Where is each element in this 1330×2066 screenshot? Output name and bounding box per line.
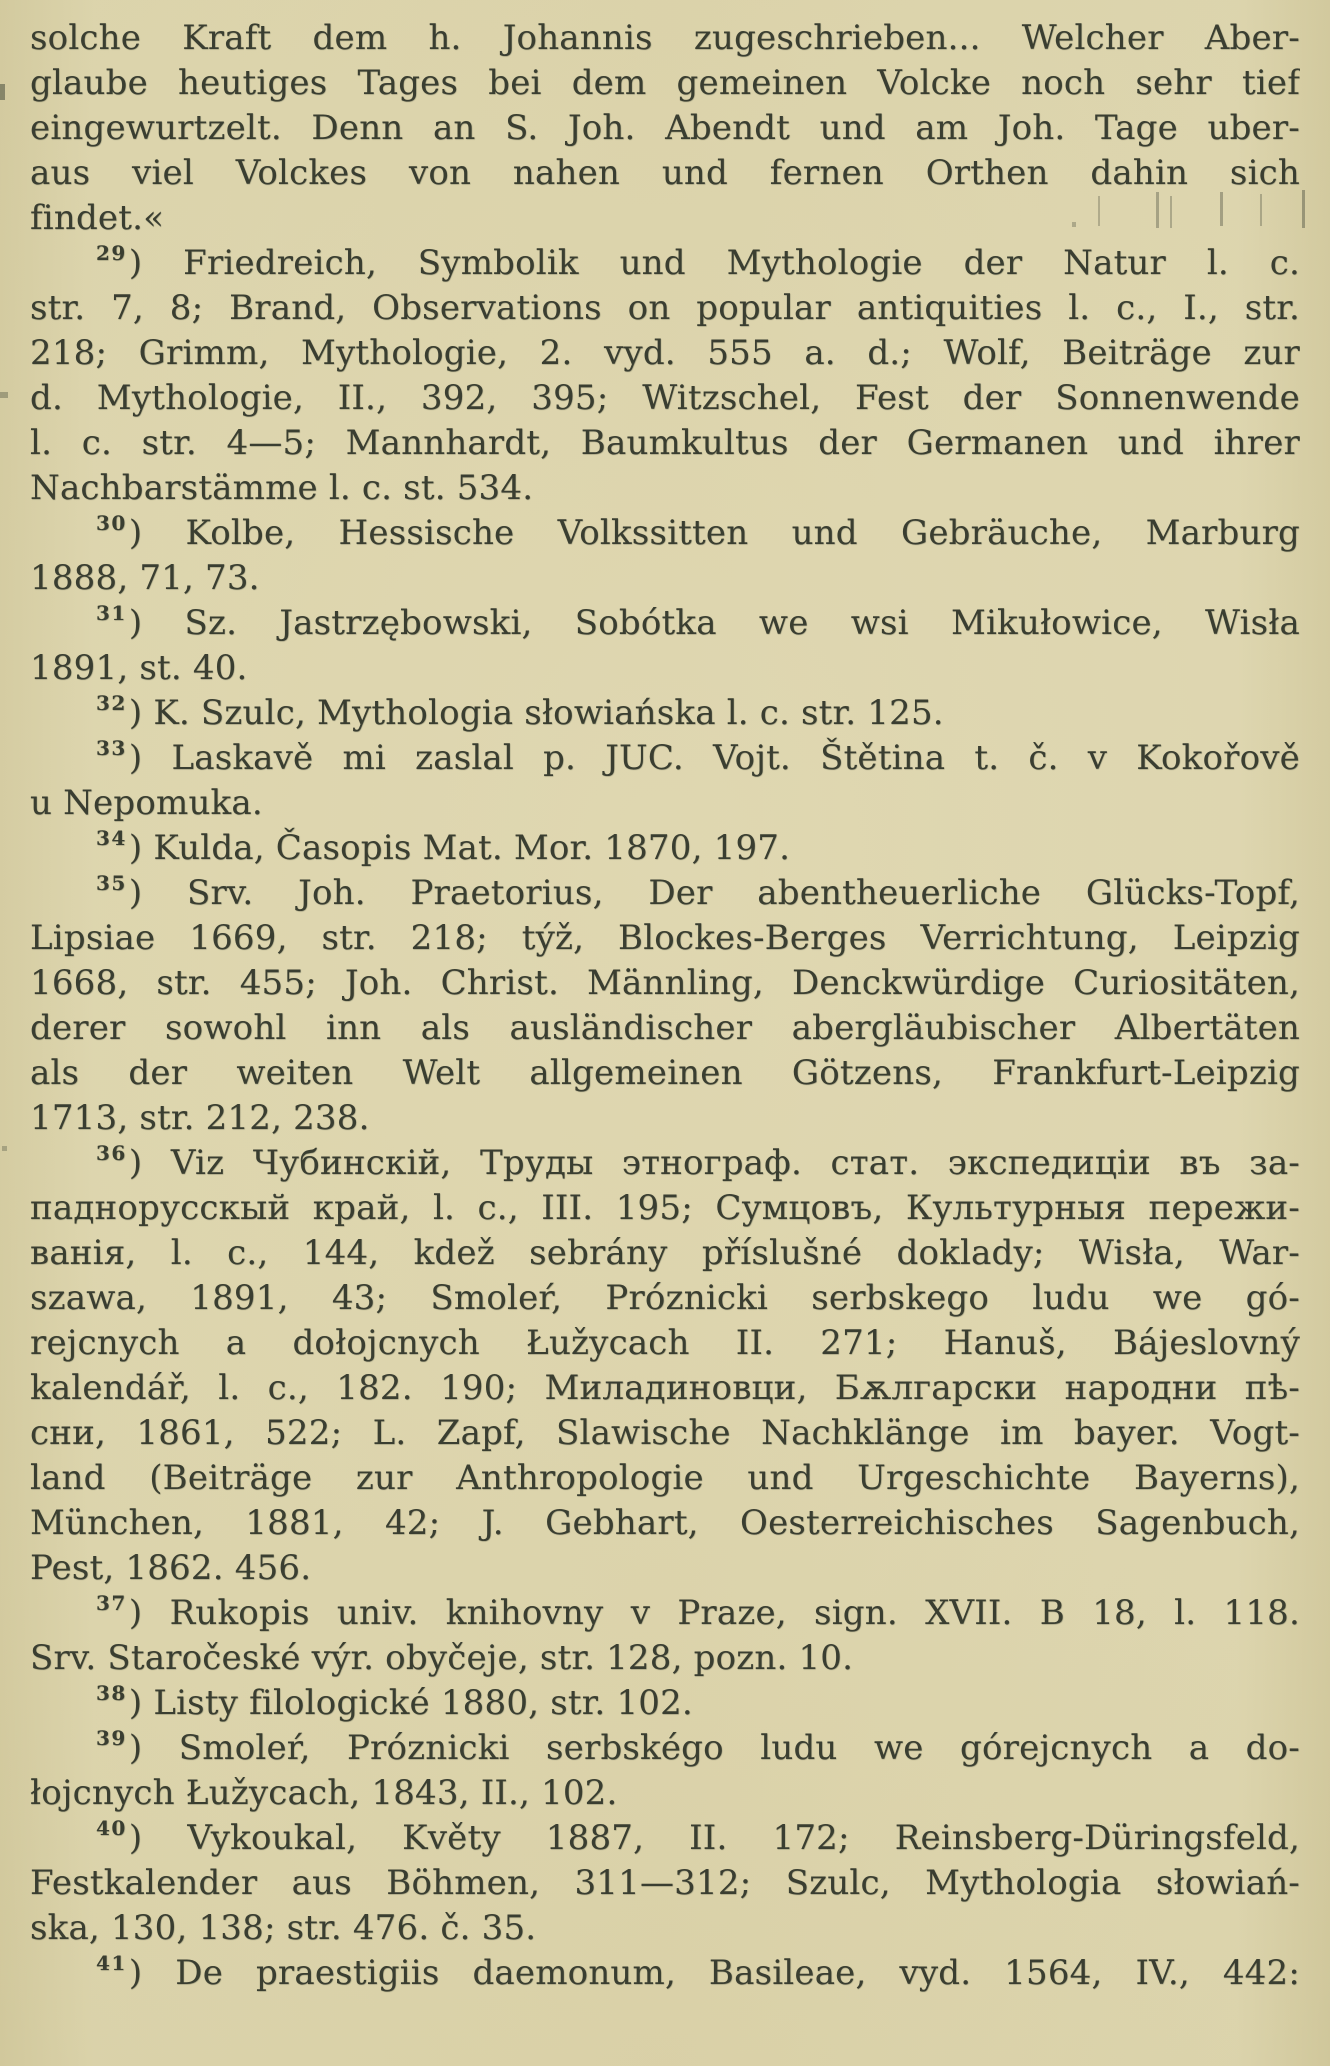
text-line [30,151,1300,196]
text-line [30,916,1300,961]
line-text: Festkalender aus Böhmen, 311—312; Szulc, Mythologia słowiań- [30,1863,1300,1903]
line-text: d. Mythologie, II., 392, 395; Witzschel, Fest der Sonnenwende [30,378,1300,418]
text-line [30,196,1300,241]
line-text: als der weiten Welt allgemeinen Götzens, Frankfurt-Leipzig [30,1053,1300,1093]
text-line [30,1321,1300,1366]
line-text: solche Kraft dem h. Johannis zugeschrieben... Welcher Aber- [30,18,1300,58]
footnote-line [30,601,1300,646]
text-line [30,376,1300,421]
scan-artifact-speck [0,84,5,100]
footnote-line [30,511,1300,556]
line-text: land (Beiträge zur Anthropologie und Urgeschichte Bayerns), [30,1458,1300,1498]
footnote-marker: 41 [96,1951,127,1975]
footnote-line [30,1951,1300,1996]
footnotes-text-block [30,16,1300,1996]
line-text: сни, 1861, 522; L. Zapf, Slawische Nachklänge im bayer. Vogt- [30,1413,1300,1453]
text-line [30,61,1300,106]
scan-artifact-speck [0,392,8,398]
footnote-line [30,1591,1300,1636]
line-text: findet.« [30,198,165,238]
text-line [30,1096,1300,1141]
text-line [30,646,1300,691]
text-line [30,1231,1300,1276]
text-line [30,961,1300,1006]
text-line [30,1636,1300,1681]
line-text: ) Rukopis univ. knihovny v Praze, sign. XVII. B 18, l. 118. [128,1593,1300,1633]
line-text: aus viel Volckes von nahen und fernen Orthen dahin sich [30,153,1300,193]
footnote-line [30,871,1300,916]
scan-artifact-speck [1072,222,1076,227]
line-text: ) Smoleŕ, Próznicki serbskégo ludu we górejcnych a do- [128,1728,1300,1768]
scan-artifact-mark [1220,192,1223,226]
line-text: l. c. str. 4—5; Mannhardt, Baumkultus der Germanen und ihrer [30,423,1300,463]
line-text: ) Vykoukal, Květy 1887, II. 172; Reinsberg-Düringsfeld, [128,1818,1300,1858]
text-line [30,1411,1300,1456]
line-text: kalendář, l. c., 182. 190; Миладиновци, Бѫлгарски народни пѣ- [30,1368,1300,1408]
line-text: ) De praestigiis daemonum, Basileae, vyd. 1564, IV., 442: [128,1953,1300,1993]
line-text: ) Srv. Joh. Praetorius, Der abentheuerliche Glücks-Topf, [128,873,1300,913]
text-line [30,106,1300,151]
footnote-marker: 40 [96,1816,127,1840]
footnote-marker: 36 [96,1141,127,1165]
text-line [30,1771,1300,1816]
footnote-marker: 29 [96,241,127,265]
scan-artifact-mark [1260,194,1262,226]
line-text: 1891, st. 40. [30,648,248,688]
footnote-line [30,1816,1300,1861]
line-text: Pest, 1862. 456. [30,1548,312,1588]
footnote-marker: 37 [96,1591,127,1615]
footnote-line [30,826,1300,871]
line-text: derer sowohl inn als ausländischer abergläubischer Albertäten [30,1008,1300,1048]
text-line [30,331,1300,376]
text-line [30,1501,1300,1546]
line-text: 218; Grimm, Mythologie, 2. vyd. 555 a. d.; Wolf, Beiträge zur [30,333,1300,373]
line-text: ) Listy filologické 1880, str. 102. [128,1683,693,1723]
line-text: łojcnych Łužycach, 1843, II., 102. [30,1773,618,1813]
line-text: München, 1881, 42; J. Gebhart, Oesterreichisches Sagenbuch, [30,1503,1300,1543]
line-text: 1713, str. 212, 238. [30,1098,370,1138]
line-text: ванія, l. c., 144, kdež sebrány příslušné doklady; Wisła, War- [30,1233,1300,1273]
text-line [30,1051,1300,1096]
line-text: ) Kolbe, Hessische Volkssitten und Gebräuche, Marburg [128,513,1300,553]
line-text: u Nepomuka. [30,783,263,823]
line-text: ) K. Szulc, Mythologia słowiańska l. c. str. 125. [128,693,944,733]
text-line [30,1276,1300,1321]
line-text: ) Viz Чубинскій, Труды этнограф. стат. экспедиціи въ за- [128,1143,1300,1183]
line-text: ) Kulda, Časopis Mat. Mor. 1870, 197. [128,828,791,868]
scan-artifact-mark [1170,196,1172,228]
footnote-line [30,241,1300,286]
text-line [30,466,1300,511]
text-line [30,16,1300,61]
text-line [30,286,1300,331]
line-text: rejcnych a dołojcnych Łužycach II. 271; Hanuš, Bájeslovný [30,1323,1300,1363]
scan-artifact-mark [1302,190,1305,228]
text-line [30,1906,1300,1951]
text-line [30,1366,1300,1411]
scan-artifact-mark [1098,196,1100,226]
footnote-line [30,691,1300,736]
text-line [30,1186,1300,1231]
scan-artifact-speck [2,1146,7,1151]
text-line [30,556,1300,601]
line-text: 1888, 71, 73. [30,558,260,598]
text-line [30,781,1300,826]
line-text: str. 7, 8; Brand, Observations on popular antiquities l. c., I., str. [30,288,1300,328]
footnote-marker: 31 [96,601,127,625]
text-line [30,421,1300,466]
line-text: паднорусскый край, l. c., III. 195; Сумцовъ, Культурныя пережи- [30,1188,1300,1228]
line-text: Srv. Staročeské výr. obyčeje, str. 128, pozn. 10. [30,1638,854,1678]
line-text: glaube heutiges Tages bei dem gemeinen Volcke noch sehr tief [30,63,1300,103]
footnote-marker: 32 [96,691,127,715]
text-line [30,1546,1300,1591]
footnote-marker: 38 [96,1681,127,1705]
footnote-marker: 30 [96,511,127,535]
line-text: Nachbarstämme l. c. st. 534. [30,468,534,508]
footnote-marker: 39 [96,1726,127,1750]
line-text: ) Sz. Jastrzębowski, Sobótka we wsi Mikułowice, Wisła [128,603,1300,643]
line-text: ) Friedreich, Symbolik und Mythologie der Natur l. c. [128,243,1300,283]
line-text: 1668, str. 455; Joh. Christ. Männling, Denckwürdige Curiositäten, [30,963,1300,1003]
line-text: ) Laskavě mi zaslal p. JUC. Vojt. Štětina t. č. v Kokořově [128,738,1300,778]
footnote-line [30,1141,1300,1186]
line-text: Lipsiae 1669, str. 218; týž, Blockes-Berges Verrichtung, Leipzig [30,918,1300,958]
scan-artifact-mark [1156,192,1159,228]
footnote-marker: 35 [96,871,127,895]
line-text: ska, 130, 138; str. 476. č. 35. [30,1908,537,1948]
text-line [30,1006,1300,1051]
line-text: szawa, 1891, 43; Smoleŕ, Próznicki serbskego ludu we gó- [30,1278,1300,1318]
footnote-line [30,736,1300,781]
footnote-marker: 34 [96,826,127,850]
text-line [30,1456,1300,1501]
footnote-line [30,1726,1300,1771]
footnote-line [30,1681,1300,1726]
footnote-marker: 33 [96,736,127,760]
text-line [30,1861,1300,1906]
line-text: eingewurtzelt. Denn an S. Joh. Abendt und am Joh. Tage uber- [30,108,1300,148]
